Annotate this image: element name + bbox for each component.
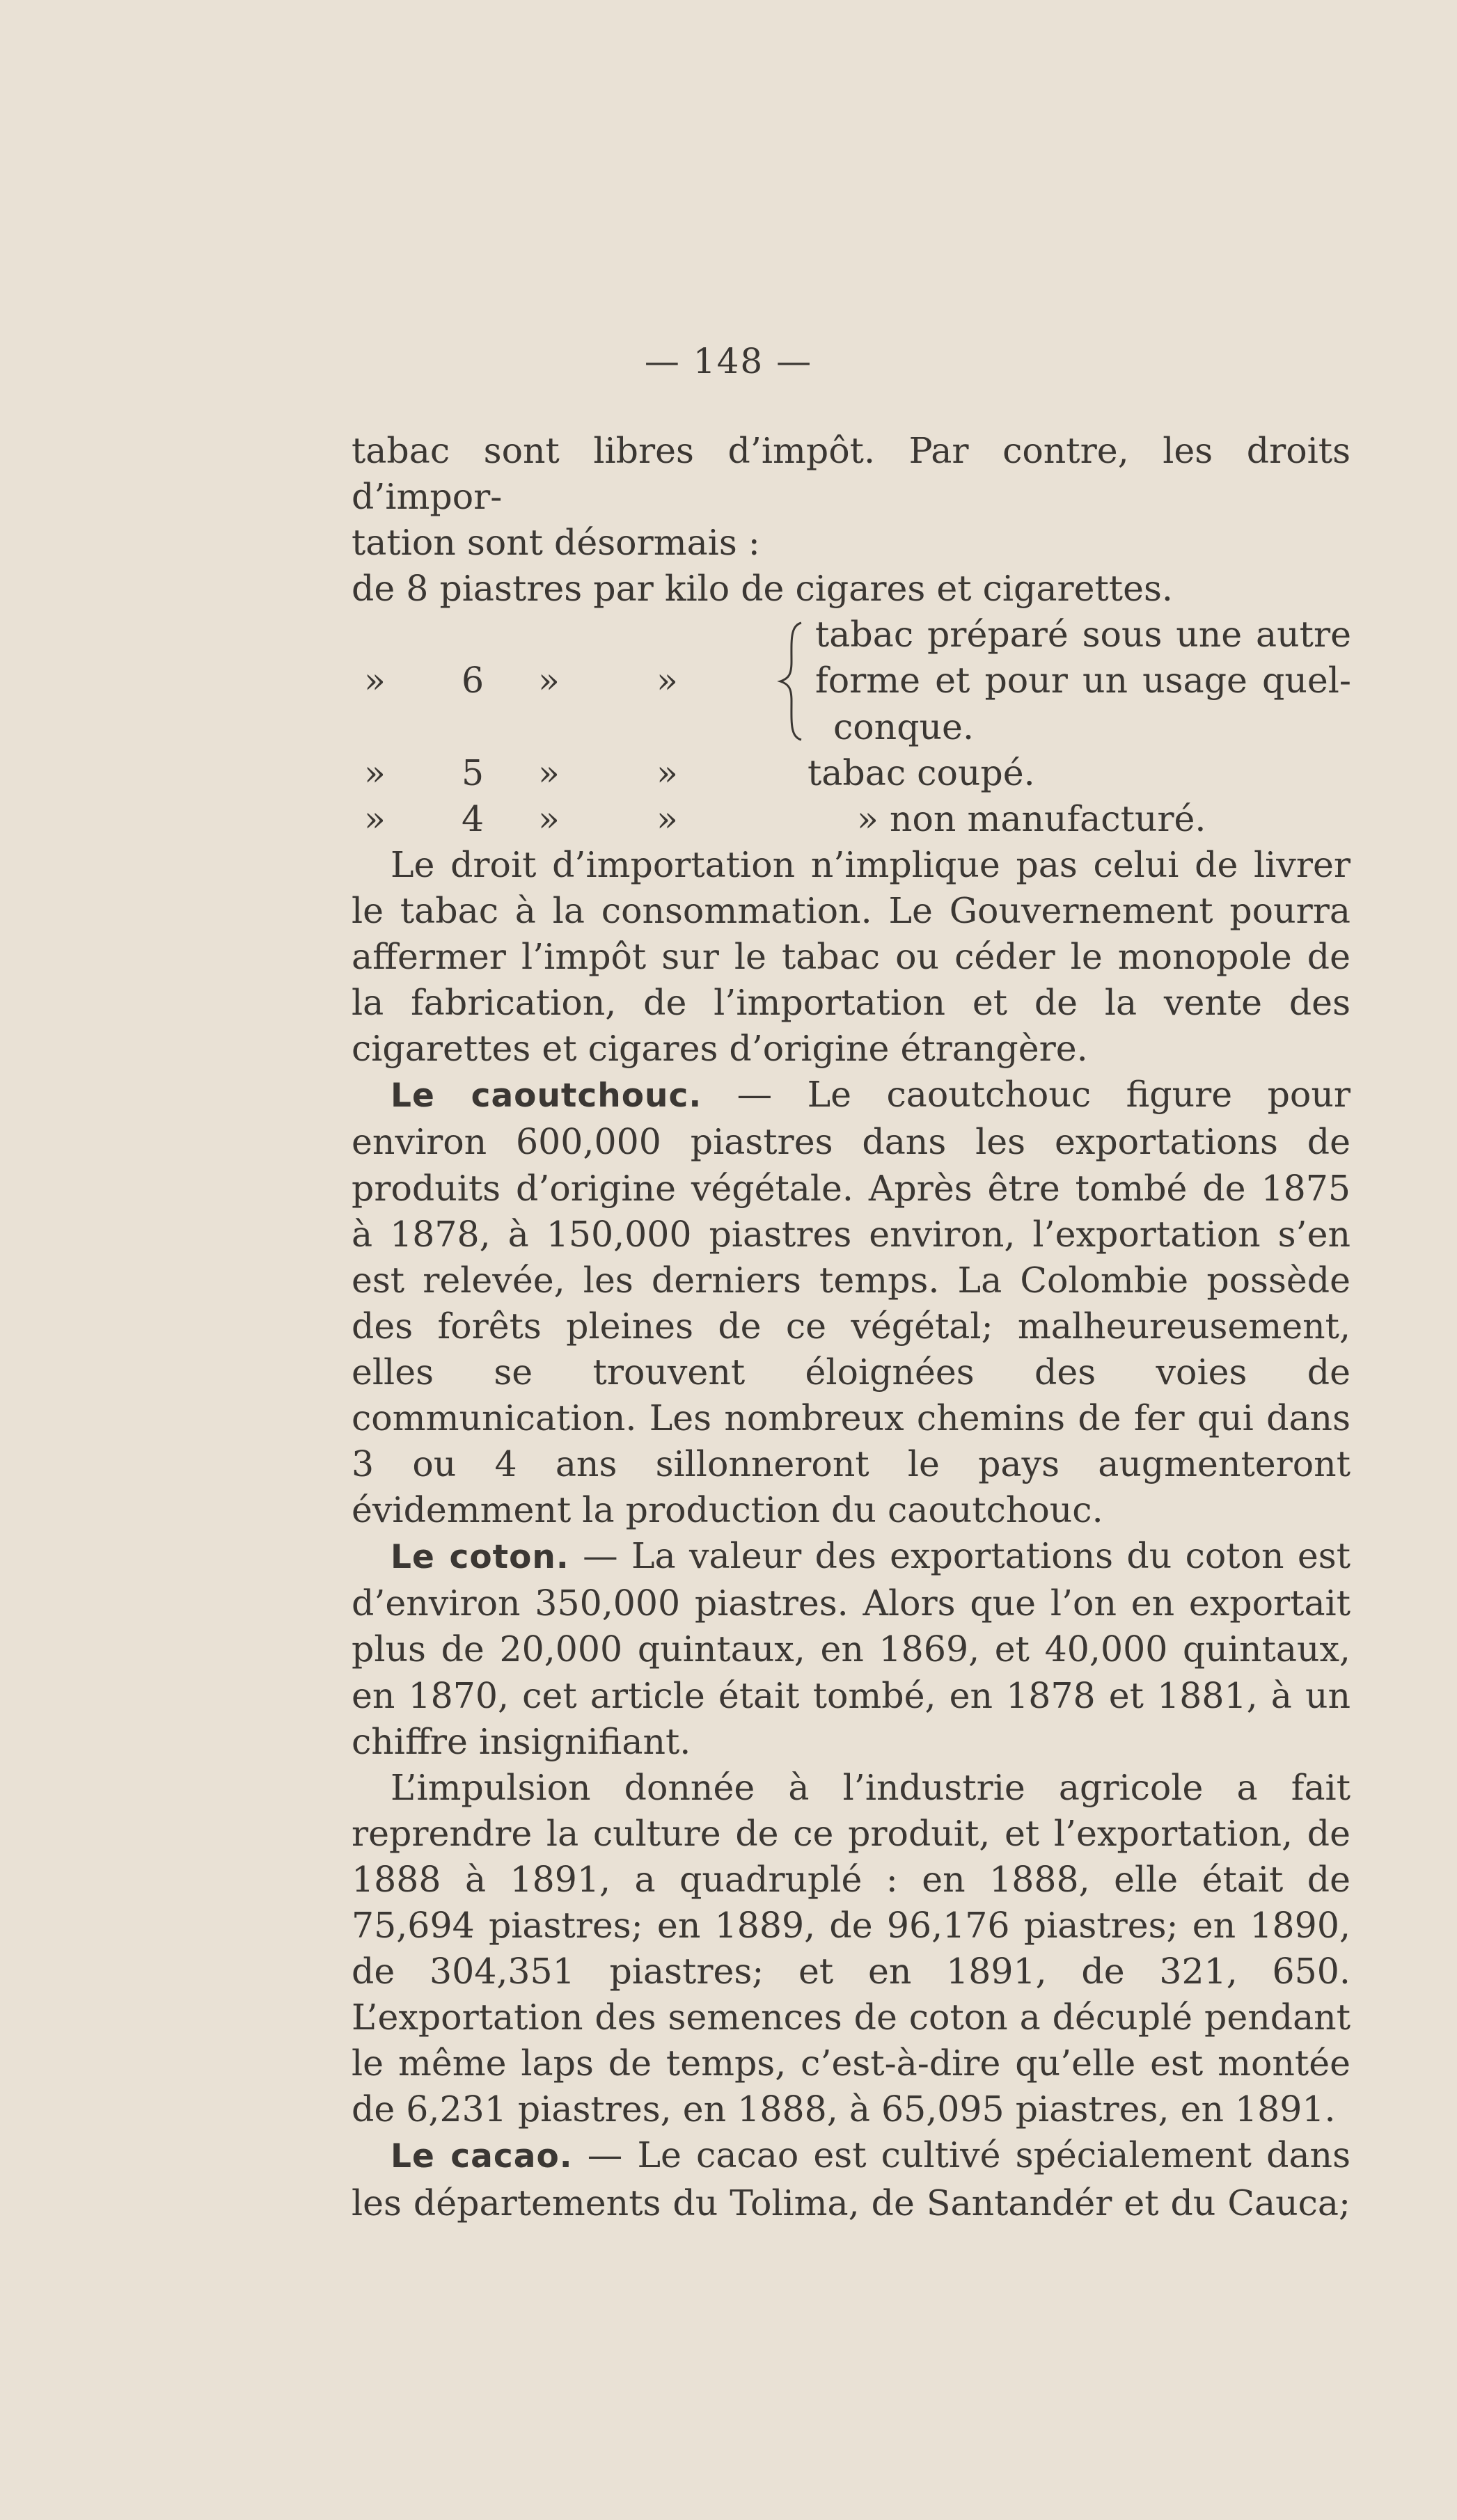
- paragraph-cacao: [352, 2132, 1350, 2226]
- ditto-mark: »: [656, 752, 678, 793]
- tariff-row-non-manufacture: [352, 796, 1350, 842]
- paragraph-impulsion: L’impulsion donnée à l’industrie agricole a fait reprendre la culture de ce produit, et l’exportation, de 1888 à 1891, a quadruplé : en 1888, elle était de 75,694 piastres; en 1889, de 96,176 piastres; en 1890, de 304,351 piastres; et en 1891, de 321, 650. L’exportation des semences de coton a décuplé pendant le même laps de temps, c’est-à-dire qu’elle est montée de 6,231 piastres, en 1888, à 65,095 piastres, en 1891.: [352, 1766, 1350, 2130]
- tariff-description-line: tabac préparé sous une autre: [815, 614, 1351, 656]
- ditto-mark: »: [364, 660, 386, 702]
- section-heading-coton: Le coton.: [391, 1538, 569, 1577]
- tariff-row-cigares: [352, 566, 1350, 612]
- tariff-ditto-marks: [352, 658, 797, 704]
- tariff-description: [815, 612, 1351, 750]
- ditto-mark: »: [538, 752, 560, 793]
- tariff-item: tabac coupé.: [808, 752, 1035, 793]
- ditto-mark: »: [538, 798, 560, 839]
- tariff-line: de 8 piastres par kilo de cigares et cigarettes.: [352, 568, 1173, 610]
- paragraph-text: — La valeur des exportations du coton est d’environ 350,000 piastres. Alors que l’on en exportait plus de 20,000 quintaux, en 1869, et 40,000 quintaux, en 1870, cet article était tombé, en 1878 et 1881, à un chiffre insignifiant.: [352, 1535, 1350, 1762]
- tariff-quantity: 4: [462, 798, 485, 839]
- page-body: [352, 428, 1350, 2226]
- tariff-row-tabac-coupe: [352, 750, 1350, 796]
- paragraph-droit-importation: Le droit d’importation n’implique pas celui de livrer le tabac à la consommation. Le Gouvernement pourra affermer l’impôt sur le tabac ou céder le monopole de la fabrication, de l’importation et de la vente des cigarettes et cigares d’origine étrangère.: [352, 843, 1350, 1070]
- tariff-row-tabac-prepare: [352, 612, 1350, 750]
- paragraph-text: — Le cacao est cultivé spécialement dans les départements du Tolima, de Santandér et du Cauca;: [352, 2134, 1351, 2224]
- section-heading-cacao: Le cacao.: [391, 2137, 573, 2176]
- paragraph-caoutchouc: [352, 1072, 1350, 1533]
- tariff-description-line: conque.: [833, 706, 974, 747]
- tariff-description-line: forme et pour un usage quel-: [815, 660, 1351, 702]
- ditto-mark: »: [364, 752, 386, 793]
- paragraph-text: — Le caoutchouc figure pour environ 600,000 piastres dans les exportations de produits d’origine végétale. Après être tombé de 1875 à 1878, à 150,000 piastres environ, l’exportation s’en est relevée, les derniers temps. La Colombie possède des forêts pleines de ce végétal; malheureusement, elles se trouvent éloignées des voies de communication. Les nombreux chemins de fer qui dans 3 ou 4 ans sillonneront le pays augmenteront évidemment la production du caoutchouc.: [352, 1074, 1351, 1531]
- ditto-mark: »: [364, 798, 386, 839]
- section-heading-caoutchouc: Le caoutchouc.: [391, 1077, 702, 1116]
- paragraph-coton: [352, 1533, 1350, 1764]
- tariff-quantity: 6: [462, 660, 485, 702]
- ditto-mark: »: [656, 798, 678, 839]
- tariff-item: » non manufacturé.: [857, 798, 1206, 839]
- ditto-mark: »: [656, 660, 678, 702]
- intro-line-1: tabac sont libres d’impôt. Par contre, les droits d’impor-: [352, 430, 1350, 518]
- ditto-mark: »: [538, 660, 560, 702]
- brace-icon: [773, 620, 808, 742]
- intro-line-2: tation sont désormais :: [352, 522, 760, 564]
- tariff-quantity: 5: [462, 752, 485, 793]
- page-number: — 148 —: [644, 341, 813, 381]
